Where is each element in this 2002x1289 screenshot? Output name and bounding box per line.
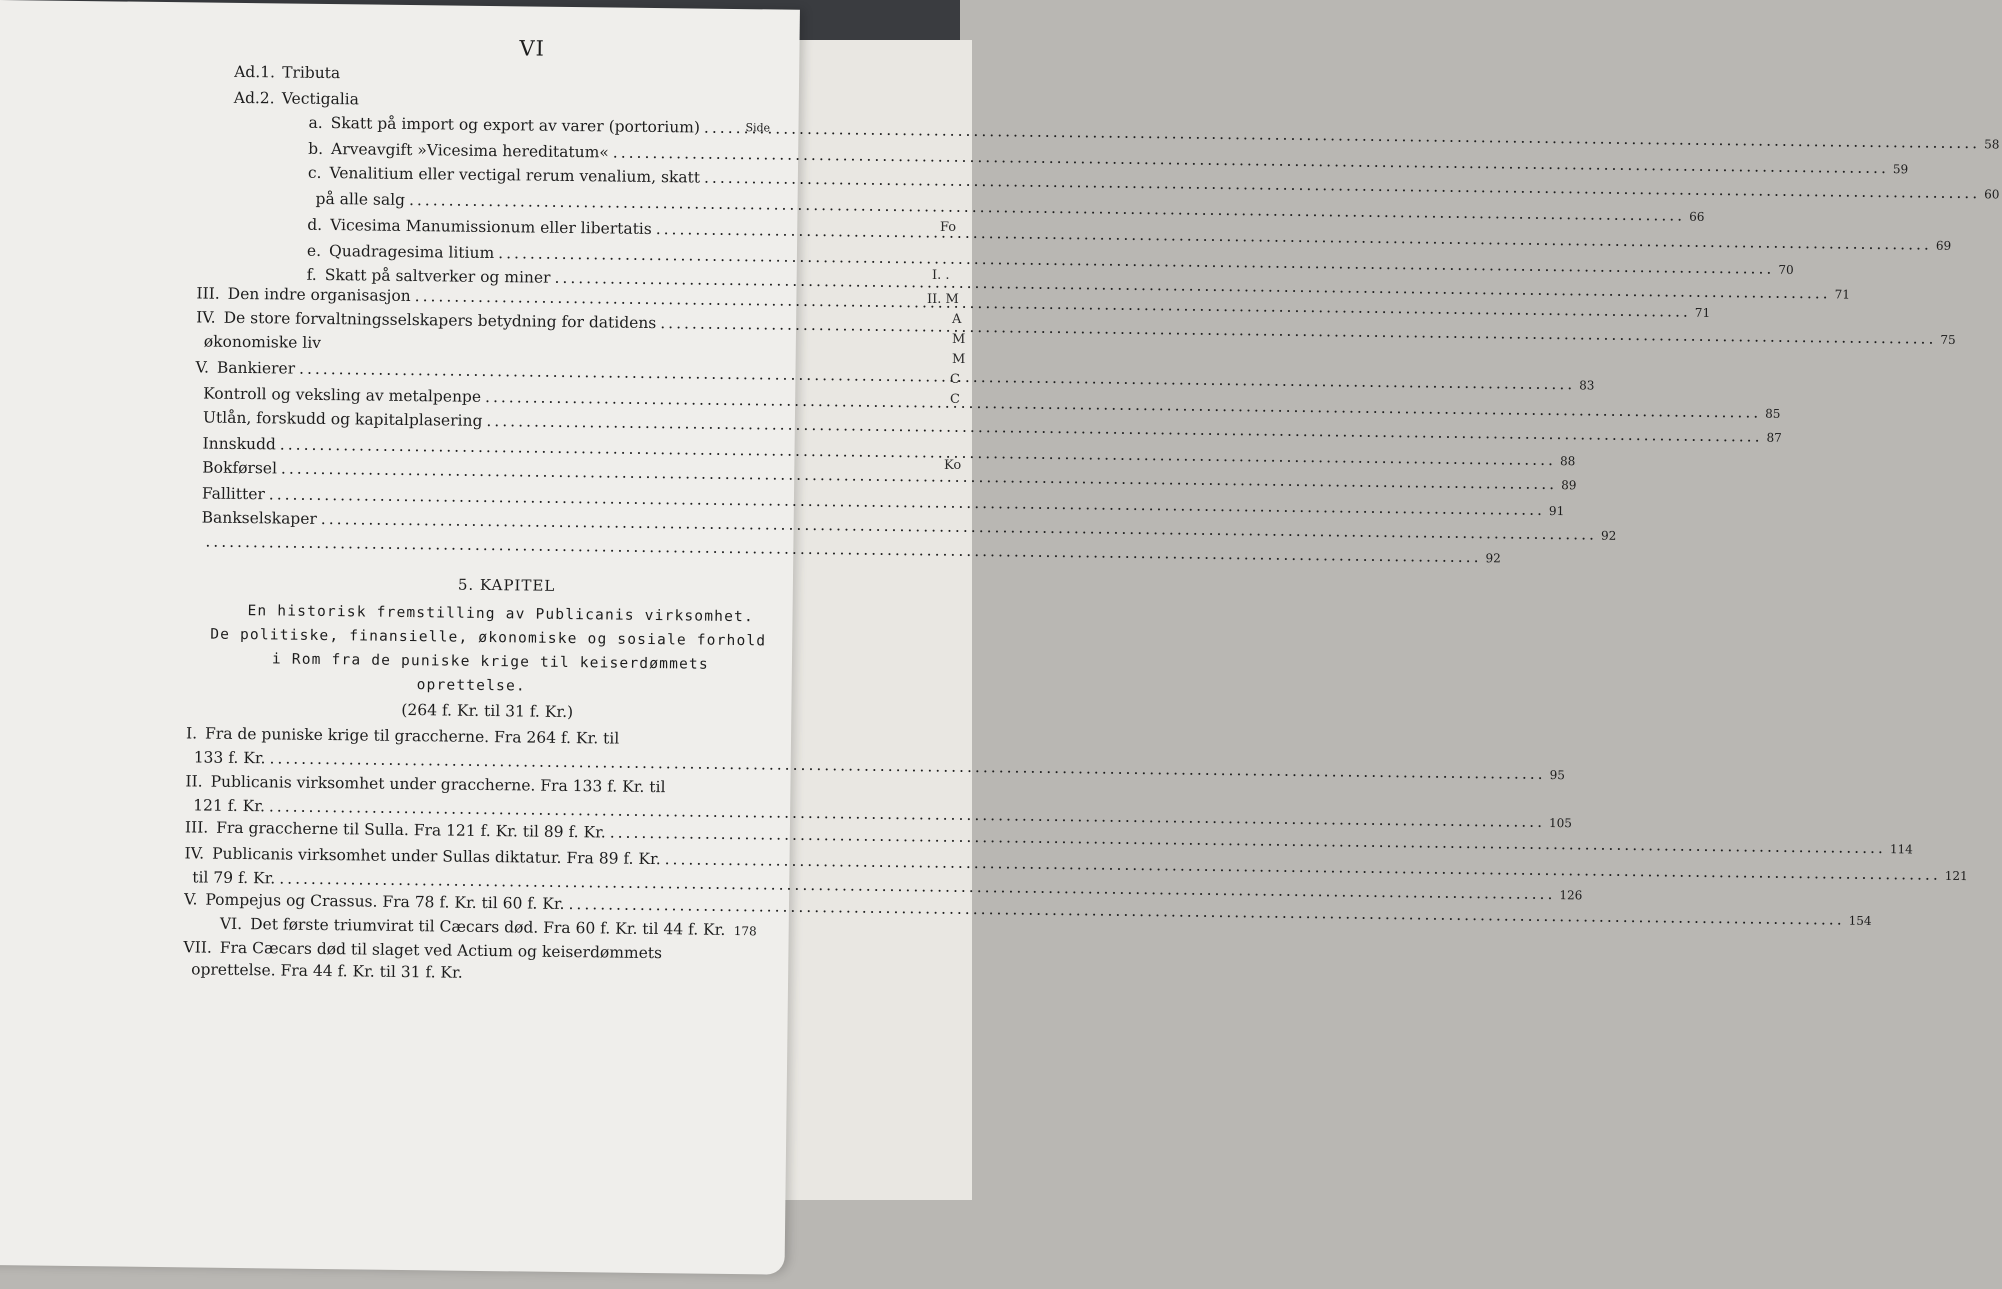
toc-entry-number: V. bbox=[195, 358, 217, 376]
toc-entry-title: Publicanis virksomhet under graccherne. Fra 133 f. Kr. til bbox=[211, 773, 666, 797]
toc-entry-page: 85 bbox=[1765, 407, 1780, 421]
toc-entry-title: Fra graccherne til Sulla. Fra 121 f. Kr. til 89 f. Kr. bbox=[216, 819, 606, 842]
toc-entry bbox=[195, 408, 763, 437]
toc-entry bbox=[307, 216, 765, 244]
toc-entry-title: oprettelse. Fra 44 f. Kr. til 31 f. Kr. bbox=[191, 960, 463, 981]
toc-entry bbox=[194, 458, 762, 487]
toc-entry-page: 87 bbox=[1766, 431, 1781, 445]
toc-entry-page: 60 bbox=[1984, 187, 1999, 201]
toc-entry-title: Utlån, forskudd og kapitalplasering bbox=[203, 409, 483, 430]
fragment: I. . bbox=[932, 268, 950, 283]
toc-entry-number: VII. bbox=[183, 938, 220, 956]
toc-entry-title: Bokførsel bbox=[202, 459, 277, 478]
chapter-subtitle-line: En historisk fremstilling av Publicanis virksomhet. bbox=[247, 603, 754, 625]
toc-entry-number: IV. bbox=[184, 844, 212, 862]
toc-entry-title: 121 f. Kr. bbox=[193, 796, 265, 815]
toc-entry-page: 88 bbox=[1560, 454, 1575, 468]
fragment: C bbox=[950, 392, 960, 407]
toc-entry-title: Arveavgift »Vicesima hereditatum« bbox=[331, 140, 609, 161]
toc-entry-page: 92 bbox=[1485, 551, 1500, 565]
toc-entry-page: 66 bbox=[1689, 210, 1704, 224]
toc-entry-number: d. bbox=[307, 216, 330, 234]
toc-entry-page: 92 bbox=[1601, 529, 1616, 543]
toc-entry bbox=[308, 140, 766, 168]
toc-entry bbox=[195, 358, 763, 387]
chapter-subtitle-line: i Rom fra de puniske krige til keiserdømmets bbox=[272, 651, 709, 672]
toc-entry bbox=[308, 164, 766, 192]
toc-entry-title: Skatt på saltverker og miner bbox=[325, 266, 551, 287]
toc-entry-number: f. bbox=[307, 266, 325, 284]
toc-entry-title: Det første triumvirat til Cæcars død. Fra 60 f. Kr. til 44 f. Kr. bbox=[250, 915, 725, 939]
toc-entry-page: 83 bbox=[1579, 378, 1594, 392]
toc-entry-number: a. bbox=[308, 114, 330, 132]
toc-entry-page: 71 bbox=[1695, 306, 1710, 320]
toc-entry-page: 178 bbox=[733, 924, 757, 938]
toc-entry-page: 71 bbox=[1835, 287, 1850, 301]
toc-entry-title: på alle salg bbox=[315, 190, 405, 209]
toc-entry-number: IV. bbox=[196, 308, 224, 326]
toc-entry-title: 133 f. Kr. bbox=[194, 748, 266, 767]
toc-entry-title: økonomiske liv bbox=[204, 333, 321, 352]
toc-entry-number: III. bbox=[185, 818, 217, 836]
toc-entry-title: Venalitium eller vectigal rerum venalium, skatt bbox=[329, 164, 700, 187]
toc-entry-title: Skatt på import og export av varer (portorium) bbox=[331, 114, 701, 137]
toc-entry-number: Ad.1. bbox=[234, 63, 282, 82]
toc-entry-page: 59 bbox=[1893, 162, 1908, 176]
toc-entry-title: Bankierer bbox=[217, 359, 295, 378]
toc-entry-number: V. bbox=[184, 890, 206, 908]
toc-entry-page: 121 bbox=[1945, 869, 1968, 883]
toc-entry-title: Pompejus og Crassus. Fra 78 f. Kr. til 60 f. Kr. bbox=[205, 891, 564, 913]
toc-entry-title: Tributa bbox=[282, 63, 340, 82]
chapter-subtitle-line: De politiske, finansielle, økonomiske og sosiale forhold bbox=[210, 627, 766, 650]
side-column-label: Side bbox=[745, 121, 770, 134]
toc-entry-page: 95 bbox=[1550, 768, 1565, 782]
chapter-subtitle-line: oprettelse. bbox=[417, 677, 526, 694]
fragment: C bbox=[950, 372, 960, 387]
toc-entry-page: 154 bbox=[1849, 914, 1872, 928]
fragment: Ko bbox=[944, 458, 961, 473]
toc-entry-title: Vicesima Manumissionum eller libertatis bbox=[330, 216, 652, 238]
toc-entry-number: II. bbox=[185, 772, 210, 790]
toc-entry bbox=[196, 332, 764, 361]
toc-entry-title: Vectigalia bbox=[282, 89, 359, 108]
toc-entry-number: III. bbox=[196, 284, 228, 302]
toc-entry-number: e. bbox=[307, 242, 329, 260]
fragment: M bbox=[952, 332, 965, 347]
toc-entry-page: 91 bbox=[1549, 504, 1564, 518]
book-page bbox=[0, 0, 800, 1275]
toc-entry-page: 58 bbox=[1984, 137, 1999, 151]
toc-entry-page: 114 bbox=[1890, 842, 1913, 856]
fragment: Fo bbox=[940, 220, 956, 235]
fragment: M bbox=[952, 352, 965, 367]
toc-entry-number: c. bbox=[308, 164, 330, 182]
fragment: II. M bbox=[927, 292, 959, 307]
toc-entry-number: Ad.2. bbox=[234, 89, 282, 108]
toc-entry-page: 70 bbox=[1778, 263, 1793, 277]
toc-entry-title: Fallitter bbox=[202, 485, 265, 504]
toc-entry-number: b. bbox=[308, 140, 331, 158]
toc-entry bbox=[193, 532, 761, 561]
toc-entry-title: Quadragesima litium bbox=[329, 242, 494, 262]
toc-entry-title: Kontroll og veksling av metalpenpe bbox=[203, 385, 481, 406]
chapter-title: 5. KAPITEL bbox=[458, 576, 556, 595]
toc-entry-title: Fra de puniske krige til graccherne. Fra 264 f. Kr. til bbox=[205, 725, 619, 748]
toc-entry-page: 126 bbox=[1559, 888, 1582, 902]
toc-entry-page: 69 bbox=[1936, 239, 1951, 253]
toc-entry-number: I. bbox=[186, 724, 205, 742]
toc-entry bbox=[307, 190, 765, 218]
toc-entry-title: Fra Cæcars død til slaget ved Actium og keiserdømmets bbox=[220, 939, 662, 962]
toc-entry bbox=[234, 63, 729, 91]
toc-entry-number: VI. bbox=[184, 914, 251, 933]
toc-entry-page: 89 bbox=[1561, 478, 1576, 492]
chapter-date-range: (264 f. Kr. til 31 f. Kr.) bbox=[401, 701, 573, 721]
toc-entry-title: De store forvaltningsselskapers betydning for datidens bbox=[224, 309, 657, 332]
toc-entry-title: Bankselskaper bbox=[202, 509, 317, 528]
toc-entry-title: Publicanis virksomhet under Sullas diktatur. Fra 89 f. Kr. bbox=[212, 845, 661, 868]
toc-entry-page: 75 bbox=[1940, 333, 1955, 347]
fragment: A bbox=[952, 312, 961, 327]
toc-entry bbox=[307, 242, 765, 270]
toc-leader-dots bbox=[568, 895, 1844, 929]
toc-entry-title: til 79 f. Kr. bbox=[192, 868, 275, 887]
toc-entry-page: 105 bbox=[1549, 816, 1572, 830]
toc-entry-title: Innskudd bbox=[202, 435, 275, 454]
toc-entry-title: Den indre organisasjon bbox=[228, 285, 411, 305]
toc-entry bbox=[308, 114, 766, 142]
toc-entry bbox=[234, 89, 729, 117]
page-number: VI bbox=[519, 36, 545, 60]
